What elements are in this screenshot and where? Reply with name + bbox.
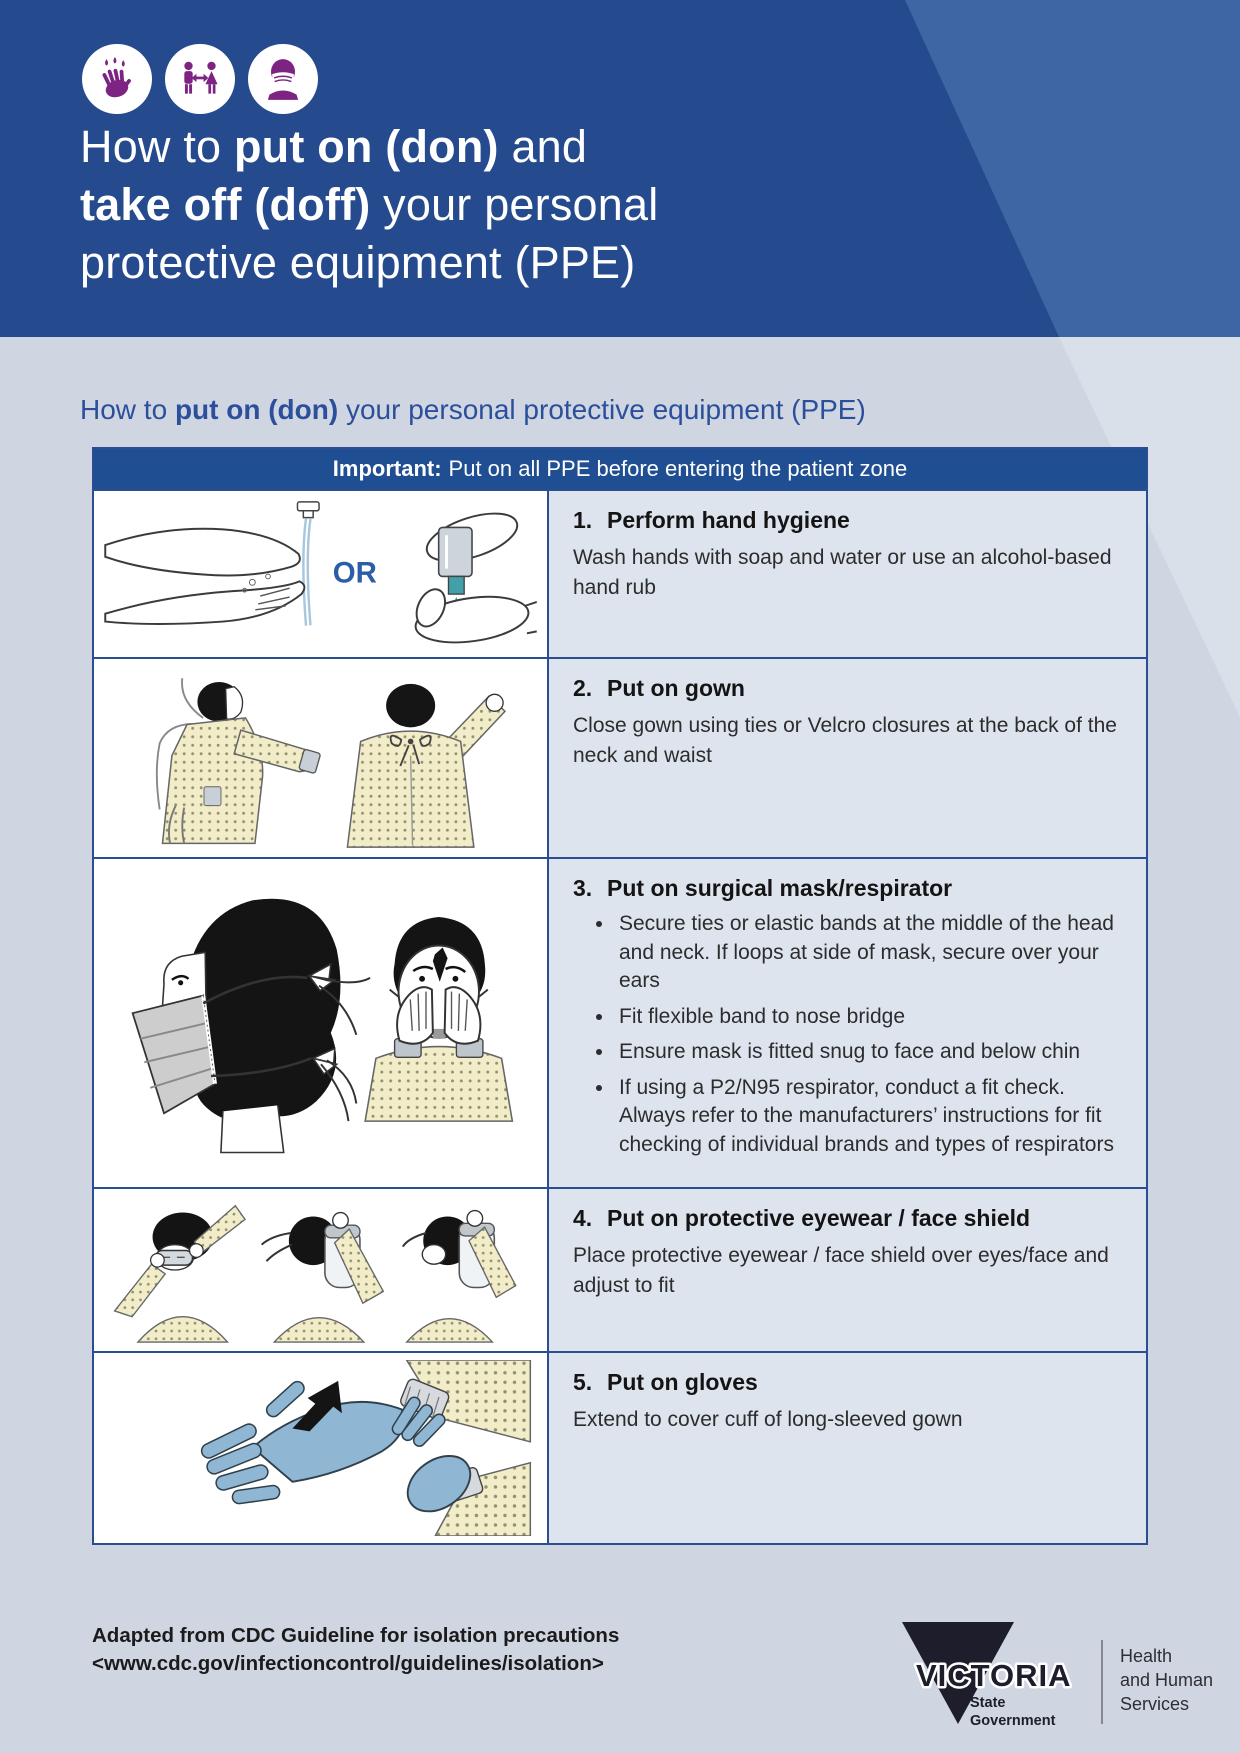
title-line-3: protective equipment (PPE): [80, 237, 636, 288]
step-title: 5. Put on gloves: [573, 1369, 758, 1395]
bullet-item: • Secure ties or elastic bands at the middle of the head and neck. If loops at side of mask, secure over your ears: [615, 910, 1122, 996]
mask-illustration: [94, 859, 549, 1187]
step-text-cell: [549, 659, 1146, 857]
step-body: Place protective eyewear / face shield over eyes/face and adjust to fit: [573, 1244, 1109, 1297]
hand-hygiene-icon: [82, 44, 152, 114]
logo-dept-line-2: and Human: [1120, 1670, 1214, 1690]
step-text-cell: [549, 1189, 1146, 1351]
step-number: 3.: [573, 875, 593, 901]
step-row-hand-hygiene: [94, 489, 1146, 657]
step-number: 4.: [573, 1205, 593, 1231]
header-banner: [0, 0, 1240, 337]
step-row-mask: [94, 857, 1146, 1187]
step-body: Wash hands with soap and water or use an alcohol-based hand rub: [573, 546, 1112, 599]
step-title: 3. Put on surgical mask/respirator: [573, 875, 953, 901]
eyewear-illustration: [94, 1189, 549, 1351]
step-row-eyewear: [94, 1187, 1146, 1351]
step-row-gown: [94, 657, 1146, 857]
step-number: 1.: [573, 507, 593, 533]
source-line-2: <www.cdc.gov/infectioncontrol/guidelines/isolation>: [92, 1652, 604, 1675]
title-line-1: How to put on (don) and: [80, 121, 588, 172]
header-icon-row: [82, 44, 318, 114]
step-bullets: [573, 910, 1122, 1159]
logo-state-text: State: [970, 1695, 1006, 1711]
logo-dept-line-1: Health: [1120, 1646, 1173, 1666]
step-title: 2. Put on gown: [573, 675, 745, 701]
victoria-logo: [890, 1612, 1220, 1747]
or-label: OR: [332, 556, 377, 590]
step-text-cell: [549, 1353, 1146, 1543]
gown-illustration: [94, 659, 549, 857]
bullet-item: • Ensure mask is fitted snug to face and below chin: [615, 1038, 1122, 1067]
step-text-cell: [549, 491, 1146, 657]
bullet-item: • If using a P2/N95 respirator, conduct a fit check. Always refer to the manufacturers’ instructions for fit checking of individual brands and types of respirators: [615, 1074, 1122, 1160]
banner-text: Put on all PPE before entering the patient zone: [448, 456, 908, 481]
step-row-gloves: [94, 1351, 1146, 1543]
step-body: Extend to cover cuff of long-sleeved gown: [573, 1408, 963, 1431]
step-body: Close gown using ties or Velcro closures at the back of the neck and waist: [573, 714, 1117, 767]
physical-distancing-icon: [165, 44, 235, 114]
logo-government-text: Government: [970, 1713, 1056, 1729]
hand-hygiene-illustration: [94, 491, 549, 657]
section-subtitle: How to put on (don) your personal protective equipment (PPE): [80, 394, 866, 425]
source-line-1: Adapted from CDC Guideline for isolation precautions: [92, 1624, 620, 1647]
footer-source: [92, 1622, 619, 1678]
gloves-illustration: [94, 1353, 549, 1543]
face-mask-icon: [248, 44, 318, 114]
step-number: 2.: [573, 675, 593, 701]
step-number: 5.: [573, 1369, 593, 1395]
banner-important-label: Important:: [332, 456, 442, 481]
ppe-steps-table: [92, 447, 1148, 1545]
step-title: 4. Put on protective eyewear / face shield: [573, 1205, 1031, 1231]
bullet-item: • Fit flexible band to nose bridge: [615, 1003, 1122, 1032]
title-line-2: take off (doff) your personal: [80, 179, 659, 230]
table-banner: [94, 449, 1146, 489]
logo-dept-line-3: Services: [1120, 1694, 1190, 1714]
logo-brand-text: VICTORIA: [916, 1658, 1072, 1693]
step-text-cell: [549, 859, 1146, 1187]
step-title: 1. Perform hand hygiene: [573, 507, 850, 533]
page-title: [80, 118, 658, 292]
